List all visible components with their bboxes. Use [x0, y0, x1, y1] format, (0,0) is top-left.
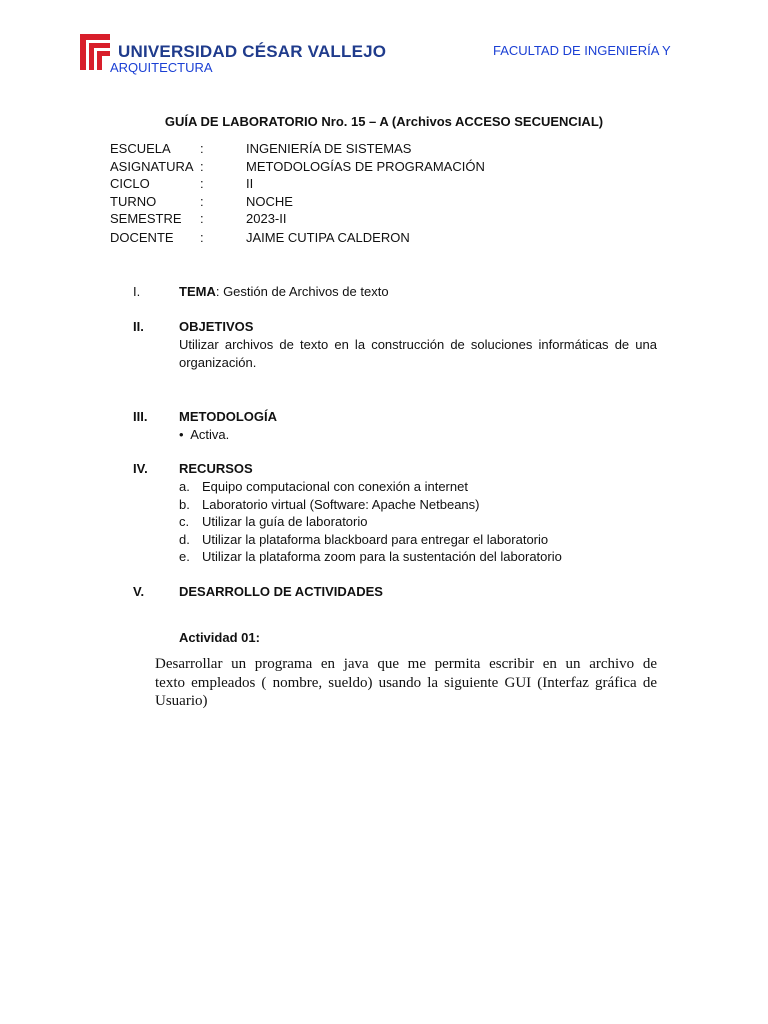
ucv-shield-icon [78, 32, 112, 72]
metodologia-bullet-item [179, 427, 229, 442]
bullet-icon: • [179, 427, 184, 442]
info-value: JAIME CUTIPA CALDERON [246, 230, 410, 245]
activity-text-line3: Usuario) [155, 693, 208, 709]
objetivos-text-line2: organización. [179, 355, 257, 370]
info-colon: : [200, 141, 204, 156]
section-number-desarrollo: V. [133, 584, 145, 599]
section-heading-desarrollo: DESARROLLO DE ACTIVIDADES [179, 584, 383, 599]
objetivos-text-line1: Utilizar archivos de texto en la construcción de soluciones informáticas de una [179, 337, 657, 352]
info-value: II [246, 176, 254, 191]
activity-text-line1: Desarrollar un programa en java que me permita escribir en un archivo de [155, 656, 657, 672]
info-value: NOCHE [246, 194, 293, 209]
info-colon: : [200, 159, 204, 174]
section-number-tema: I. [133, 284, 141, 299]
list-marker: d. [179, 532, 190, 547]
section-tema [179, 284, 389, 299]
list-item: Utilizar la plataforma blackboard para entregar el laboratorio [202, 532, 549, 547]
activity-text-line2: texto empleados ( nombre, sueldo) usando la siguiente GUI (Interfaz gráfica de [155, 675, 657, 691]
info-label: DOCENTE [110, 230, 174, 245]
section-number-metodologia: III. [133, 409, 148, 424]
list-item: Utilizar la plataforma zoom para la sustentación del laboratorio [202, 549, 562, 564]
list-marker: c. [179, 514, 190, 529]
activity-title: Actividad 01: [179, 630, 260, 645]
list-marker: b. [179, 497, 190, 512]
list-item: Laboratorio virtual (Software: Apache Netbeans) [202, 497, 480, 512]
info-value: 2023-II [246, 211, 287, 226]
list-marker: a. [179, 479, 190, 494]
info-colon: : [200, 176, 204, 191]
info-label: CICLO [110, 176, 150, 191]
info-colon: : [200, 194, 204, 209]
section-heading-recursos: RECURSOS [179, 461, 253, 476]
list-item: Utilizar la guía de laboratorio [202, 514, 368, 529]
info-value: METODOLOGÍAS DE PROGRAMACIÓN [246, 159, 485, 174]
document-title: GUÍA DE LABORATORIO Nro. 15 – A (Archivos ACCESO SECUENCIAL) [164, 114, 604, 129]
section-heading: TEMA [179, 284, 216, 299]
logo-text: UNIVERSIDAD CÉSAR VALLEJO [118, 42, 387, 61]
metodologia-item-text: Activa. [190, 427, 230, 442]
section-heading-objetivos: OBJETIVOS [179, 319, 254, 334]
section-number-recursos: IV. [133, 461, 148, 476]
list-marker: e. [179, 549, 190, 564]
info-value: INGENIERÍA DE SISTEMAS [246, 141, 412, 156]
info-colon: : [200, 211, 204, 226]
section-number-objetivos: II. [133, 319, 144, 334]
info-label: SEMESTRE [110, 211, 182, 226]
faculty-name-continued: ARQUITECTURA [110, 60, 213, 75]
info-label: ASIGNATURA [110, 159, 194, 174]
faculty-name: FACULTAD DE INGENIERÍA Y [493, 43, 671, 58]
info-colon: : [200, 230, 204, 245]
section-heading-metodologia: METODOLOGÍA [179, 409, 277, 424]
info-label: ESCUELA [110, 141, 171, 156]
list-item: Equipo computacional con conexión a internet [202, 479, 468, 494]
info-label: TURNO [110, 194, 157, 209]
tema-text: : Gestión de Archivos de texto [215, 284, 389, 299]
